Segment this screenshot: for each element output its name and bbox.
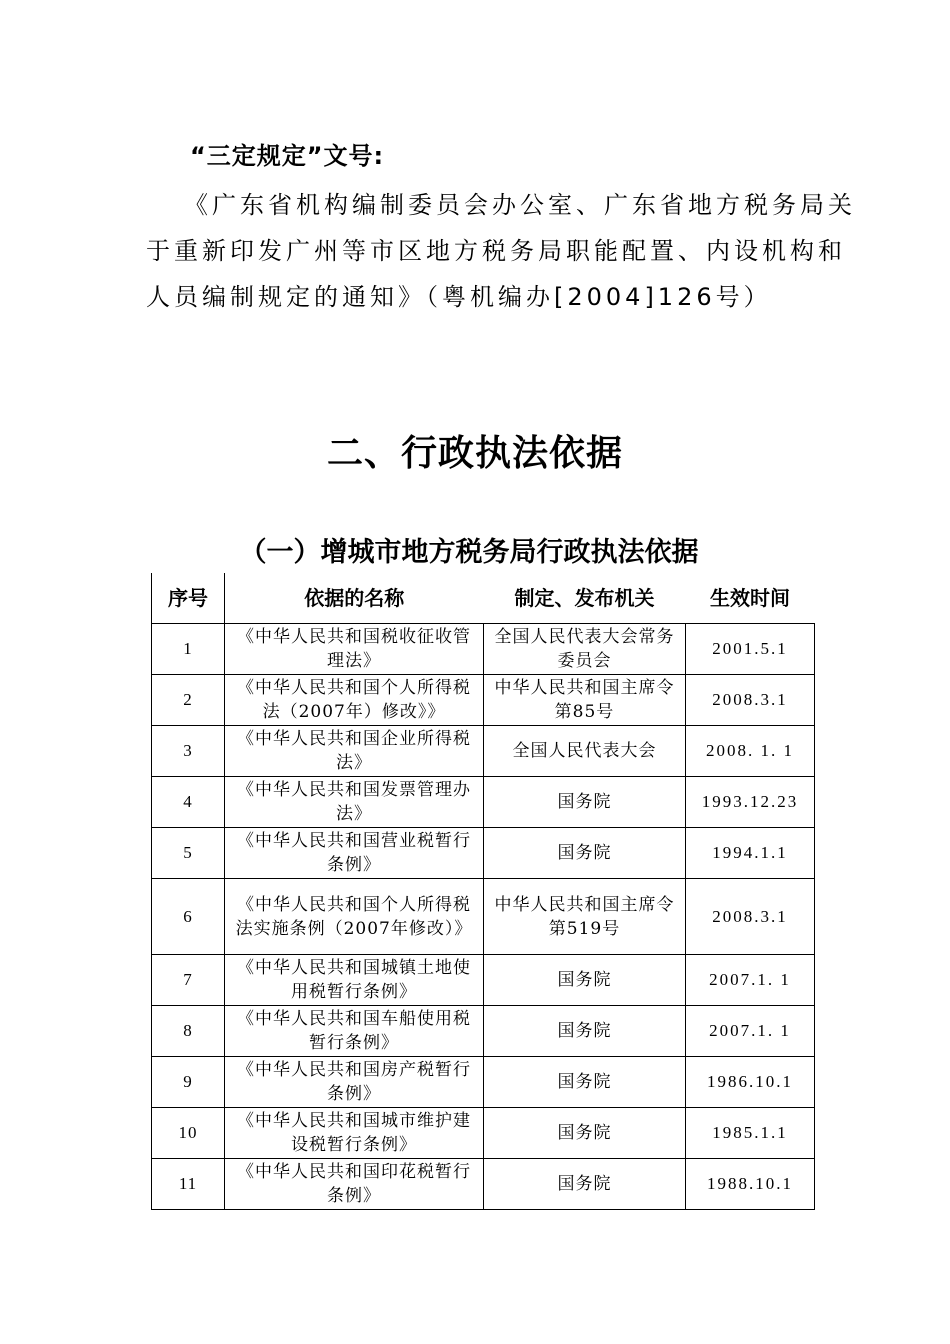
row-effective-date: 1988.10.1 [686, 1159, 815, 1210]
table-row [152, 1108, 815, 1159]
row-effective-date: 1994.1.1 [686, 828, 815, 879]
row-issuing-authority: 国务院 [484, 777, 686, 828]
row-effective-date: 2001.5.1 [686, 624, 815, 675]
header-org: 制定、发布机关 [484, 573, 686, 624]
row-issuing-authority: 国务院 [484, 955, 686, 1006]
row-number: 4 [152, 777, 225, 828]
row-number: 11 [152, 1159, 225, 1210]
row-basis-name: 《中华人民共和国营业税暂行条例》 [225, 828, 484, 879]
table-row [152, 675, 815, 726]
paragraph-line: 《广东省机构编制委员会办公室、广东省地方税务局关 [184, 191, 856, 219]
enforcement-basis-table [151, 573, 815, 1210]
row-effective-date: 2008. 1. 1 [686, 726, 815, 777]
table-row [152, 955, 815, 1006]
row-effective-date: 2008.3.1 [686, 675, 815, 726]
table-row [152, 777, 815, 828]
row-number: 1 [152, 624, 225, 675]
header-no: 序号 [152, 573, 225, 624]
row-number: 7 [152, 955, 225, 1006]
row-basis-name: 《中华人民共和国发票管理办法》 [225, 777, 484, 828]
table-row [152, 1006, 815, 1057]
header-name: 依据的名称 [225, 573, 484, 624]
row-issuing-authority: 国务院 [484, 828, 686, 879]
row-effective-date: 2007.1. 1 [686, 955, 815, 1006]
row-number: 8 [152, 1006, 225, 1057]
row-issuing-authority: 国务院 [484, 1159, 686, 1210]
table-row [152, 1159, 815, 1210]
row-basis-name: 《中华人民共和国城镇土地使用税暂行条例》 [225, 955, 484, 1006]
table-row [152, 1057, 815, 1108]
row-issuing-authority: 国务院 [484, 1108, 686, 1159]
row-effective-date: 1986.10.1 [686, 1057, 815, 1108]
row-issuing-authority: 国务院 [484, 1057, 686, 1108]
table-row [152, 828, 815, 879]
table-row [152, 879, 815, 955]
row-basis-name: 《中华人民共和国企业所得税法》 [225, 726, 484, 777]
row-issuing-authority: 全国人民代表大会 [484, 726, 686, 777]
row-basis-name: 《中华人民共和国印花税暂行条例》 [225, 1159, 484, 1210]
row-number: 5 [152, 828, 225, 879]
row-basis-name: 《中华人民共和国城市维护建设税暂行条例》 [225, 1108, 484, 1159]
row-effective-date: 1985.1.1 [686, 1108, 815, 1159]
document-number-paragraph [146, 182, 856, 320]
header-date: 生效时间 [686, 573, 815, 624]
row-number: 6 [152, 879, 225, 955]
paragraph-line: 于重新印发广州等市区地方税务局职能配置、内设机构和 [146, 237, 846, 265]
row-number: 3 [152, 726, 225, 777]
row-basis-name: 《中华人民共和国车船使用税暂行条例》 [225, 1006, 484, 1057]
table-title-text: （一）增城市地方税务局行政执法依据 [239, 537, 699, 568]
row-effective-date: 2008.3.1 [686, 879, 815, 955]
row-number: 2 [152, 675, 225, 726]
row-basis-name: 《中华人民共和国个人所得税法（2007年）修改》》 [225, 675, 484, 726]
section-label: “三定规定”文号: [190, 142, 385, 170]
table-row [152, 726, 815, 777]
row-issuing-authority: 全国人民代表大会常务委员会 [484, 624, 686, 675]
row-basis-name: 《中华人民共和国个人所得税法实施条例（2007年修改）》 [225, 879, 484, 955]
section-heading: 二、行政执法依据 [326, 433, 623, 474]
row-issuing-authority: 中华人民共和国主席令第85号 [484, 675, 686, 726]
row-issuing-authority: 中华人民共和国主席令第519号 [484, 879, 686, 955]
row-basis-name: 《中华人民共和国税收征收管理法》 [225, 624, 484, 675]
table-header-row [152, 573, 815, 624]
paragraph-line: 人员编制规定的通知》（粤机编办[2004]126号） [146, 283, 772, 311]
row-effective-date: 2007.1. 1 [686, 1006, 815, 1057]
table-title [0, 530, 950, 569]
table-row [152, 624, 815, 675]
row-issuing-authority: 国务院 [484, 1006, 686, 1057]
row-basis-name: 《中华人民共和国房产税暂行条例》 [225, 1057, 484, 1108]
row-number: 9 [152, 1057, 225, 1108]
row-number: 10 [152, 1108, 225, 1159]
row-effective-date: 1993.12.23 [686, 777, 815, 828]
